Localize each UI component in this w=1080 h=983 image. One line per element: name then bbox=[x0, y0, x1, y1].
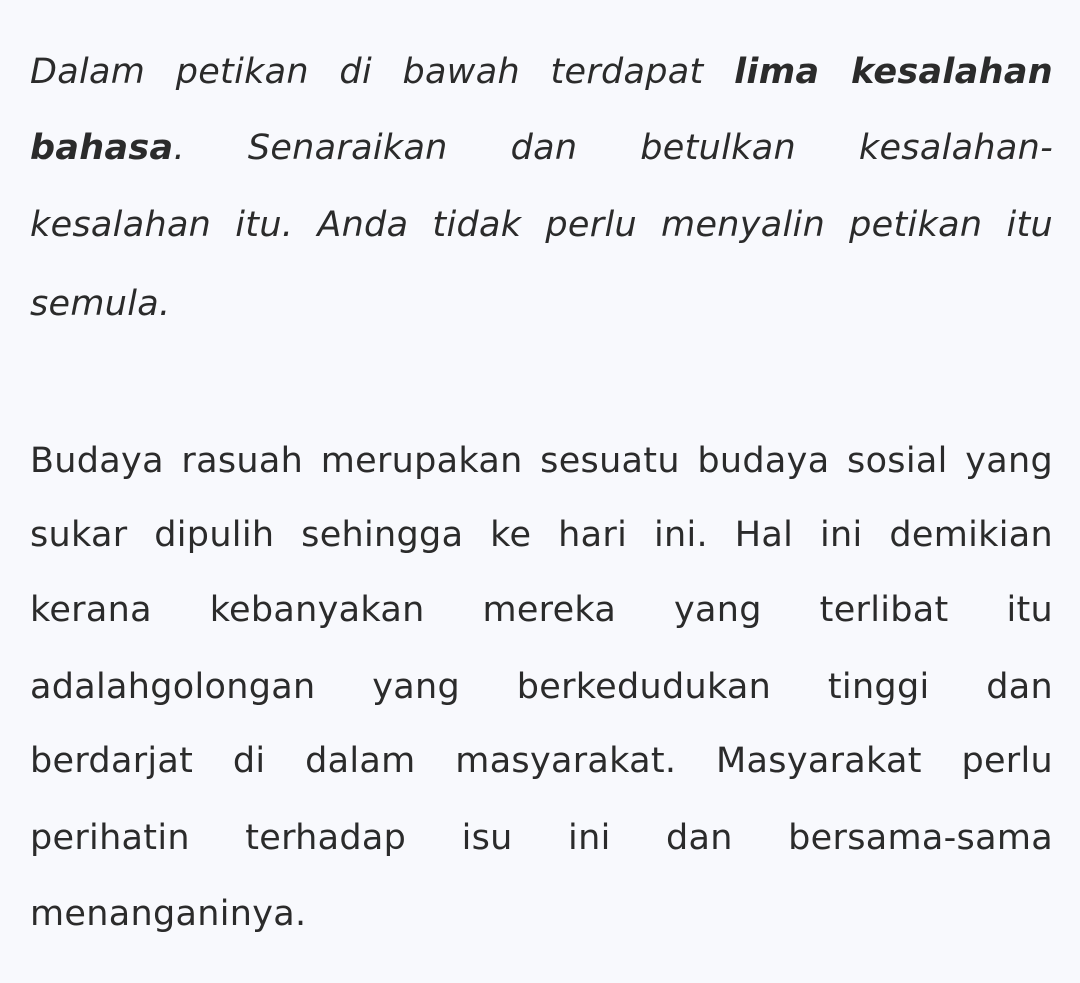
passage-line: adalahgolongan yang berkedudukan tinggi dan bbox=[30, 667, 1053, 707]
instruction-line-1-text: Dalam petikan di bawah terdapat bbox=[30, 52, 735, 92]
passage-line: berdarjat di dalam masyarakat. Masyarakat perlu bbox=[30, 741, 1053, 781]
instruction-emphasis-count: lima kesalahan bbox=[734, 52, 1053, 92]
passage-line: menanganinya. bbox=[30, 894, 307, 934]
passage-line: Budaya rasuah merupakan sesuatu budaya sosial yang bbox=[30, 441, 1053, 481]
passage-line: kerana kebanyakan mereka yang terlibat itu bbox=[30, 590, 1053, 630]
instruction-line-4: semula. bbox=[30, 284, 171, 324]
instruction-line-2-text: . Senaraikan dan betulkan kesalahan- bbox=[173, 128, 1053, 168]
instruction-line-1 bbox=[30, 34, 1053, 110]
passage-line: sukar dipulih sehingga ke hari ini. Hal ini demikian bbox=[30, 515, 1053, 555]
instruction-emphasis-type: bahasa bbox=[30, 128, 174, 168]
instruction-line-3: kesalahan itu. Anda tidak perlu menyalin petikan itu bbox=[30, 205, 1053, 245]
instruction-line-2 bbox=[30, 110, 1053, 186]
passage-line: perihatin terhadap isu ini dan bersama-sama bbox=[30, 818, 1053, 858]
